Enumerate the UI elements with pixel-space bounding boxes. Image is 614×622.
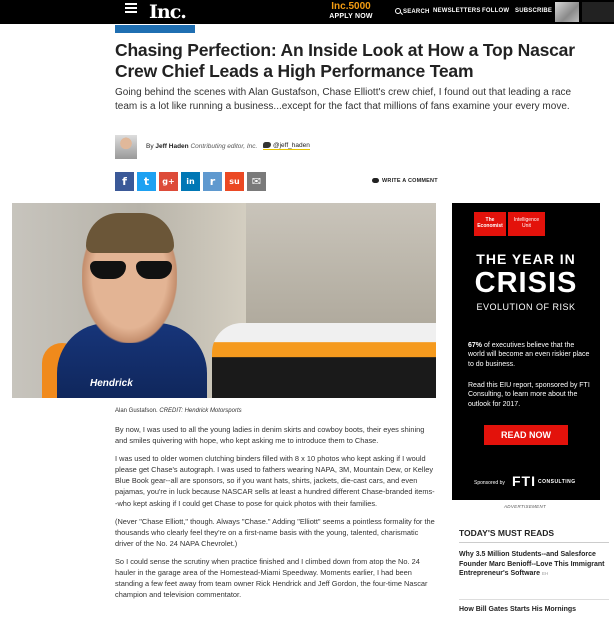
category-tag[interactable] — [115, 25, 195, 33]
image-caption — [115, 408, 242, 414]
subscribe-link[interactable]: SUBSCRIBE — [515, 8, 553, 14]
inc5000-promo[interactable] — [320, 2, 382, 21]
todays-must-reads-title: TODAY'S MUST READS — [459, 528, 555, 538]
search-label: SEARCH — [403, 9, 430, 15]
twitter-handle-link[interactable] — [263, 142, 310, 150]
follow-link[interactable]: FOLLOW — [482, 8, 510, 14]
article-dek: Going behind the scenes with Alan Gustafson, Chase Elliott's crew chief, I found out that leading a race team is a lot like running a business...except for the fact that millions of fans examine your every move. — [115, 87, 572, 112]
ad-stat-text: of executives believe that the world will become an even riskier place to do business. — [468, 342, 590, 368]
portrait-hair-shape — [86, 213, 174, 253]
promo-title: Inc.5000 — [331, 1, 371, 12]
newsletters-link[interactable]: NEWSLETTERS — [433, 8, 481, 14]
write-comment-button[interactable] — [372, 178, 438, 184]
item-divider — [459, 599, 609, 600]
comment-bubble-icon — [372, 178, 379, 183]
author-line — [146, 143, 257, 150]
ad-headline-3: EVOLUTION OF RISK — [476, 302, 576, 312]
search-button[interactable] — [395, 8, 430, 15]
twitter-share-button[interactable]: t — [137, 172, 156, 191]
ad-read-now-button[interactable]: READ NOW — [484, 425, 568, 445]
sunglasses-shape — [90, 261, 172, 279]
author-avatar[interactable] — [115, 135, 137, 159]
byline-prefix: By — [146, 143, 154, 150]
economist-logo — [474, 212, 506, 236]
article-paragraph: So I could sense the scrutiny when practice finished and I climbed down from atop the No. 24 hauler in the garage area of the Homestead-Miami Speedway. Moments earlier, I had been standing a few feet away from team owner Rick Hendrick and Jeff Gordon, the four-time Nascar champion and television commentator. — [115, 556, 428, 600]
top-nav-bar — [0, 0, 614, 24]
author-role: Contributing editor, Inc. — [190, 143, 258, 150]
unit-line1: Intelligence — [513, 217, 540, 223]
brand-line2: Economist — [477, 223, 503, 229]
article-paragraph: (Never "Chase Elliott," though. Always "Chase." Adding "Elliott" seems a pointless formality for the thousands who clearly feel they're on a first-name basis with the young, talented, charismatic driver of the No. 24 NAPA Chevrolet.) — [115, 516, 435, 548]
ad-sponsored-by: Sponsored by — [474, 480, 505, 486]
email-share-button[interactable]: ✉ — [247, 172, 266, 191]
stumbleupon-share-button[interactable]: su — [225, 172, 244, 191]
hero-image — [12, 203, 436, 398]
ad-stat-bold: 67% — [468, 342, 483, 349]
must-read-tag: EH — [542, 571, 549, 576]
article-title: Chasing Perfection: An Inside Look at How a Top Nascar Crew Chief Leads a High Performance Team — [115, 40, 575, 81]
ad-headline-2: CRISIS — [474, 267, 578, 299]
linkedin-share-button[interactable]: in — [181, 172, 200, 191]
reddit-share-button[interactable]: r — [203, 172, 222, 191]
caption-credit: CREDIT: Hendrick Motorsports — [159, 408, 242, 414]
twitter-bird-icon — [263, 142, 271, 148]
intelligence-unit-logo — [507, 212, 545, 236]
ad-stat — [468, 341, 592, 369]
author-name[interactable]: Jeff Haden — [155, 143, 189, 150]
facebook-share-button[interactable]: f — [115, 172, 134, 191]
economist-advertisement[interactable] — [452, 203, 600, 500]
must-read-item[interactable] — [459, 550, 609, 579]
hamburger-icon — [125, 3, 137, 13]
promo-cta: APPLY NOW — [329, 13, 373, 20]
inc-logo[interactable]: Inc. — [149, 1, 186, 23]
ad-headline-1: THE YEAR IN — [476, 251, 576, 267]
article-paragraph: I was used to older women clutching binders filled with 8 x 10 photos who kept asking if I would please get Chase's autograph. I was used to fathers wearing NAPA, 3M, Mountain Dew, or Kelley Blue Book gear--all are sponsors, so if you want hats, shirts, jackets, die-cast cars, and even pajamas, you're in luck because NASCAR sells at least a hundred different Chase-branded items--who kept asking if I could get Chase to pose for quick photos with their families. — [115, 454, 435, 508]
fti-logo-sub: CONSULTING — [538, 479, 576, 485]
fti-consulting-logo — [512, 473, 576, 489]
magazine-cover-strip — [582, 2, 614, 22]
race-car-shape — [212, 323, 436, 398]
unit-line2: Unit — [522, 223, 531, 229]
fti-logo-mark: FTI — [512, 473, 536, 489]
write-comment-label: WRITE A COMMENT — [382, 178, 438, 184]
search-icon — [395, 8, 401, 14]
ad-body: Read this EIU report, sponsored by FTI Consulting, to learn more about the outlook for 2017. — [468, 382, 590, 408]
googleplus-share-button[interactable]: g+ — [159, 172, 178, 191]
section-divider — [459, 542, 609, 543]
advertisement-label: ADVERTISEMENT — [504, 504, 547, 509]
must-read-link[interactable]: How Bill Gates Starts His Mornings — [459, 606, 577, 613]
brand-line1: The — [485, 217, 495, 223]
article-paragraph: By now, I was used to all the young ladies in denim skirts and cowboy boots, their eyes shining and smiles quivering with hope, who kept asking me to introduce them to Chase. — [115, 425, 425, 446]
twitter-handle: @jeff_haden — [273, 142, 310, 149]
must-read-link[interactable]: Why 3.5 Million Students--and Salesforce Founder Marc Benioff--Love This Immigrant Entrepreneur's Software — [459, 551, 605, 577]
magazine-cover-thumbnail[interactable] — [555, 2, 579, 22]
article-body — [115, 424, 435, 607]
shirt-sponsor-logo: Hendrick — [90, 378, 133, 389]
must-read-item[interactable] — [459, 605, 609, 615]
caption-name: Alan Gustafson. — [115, 408, 158, 414]
